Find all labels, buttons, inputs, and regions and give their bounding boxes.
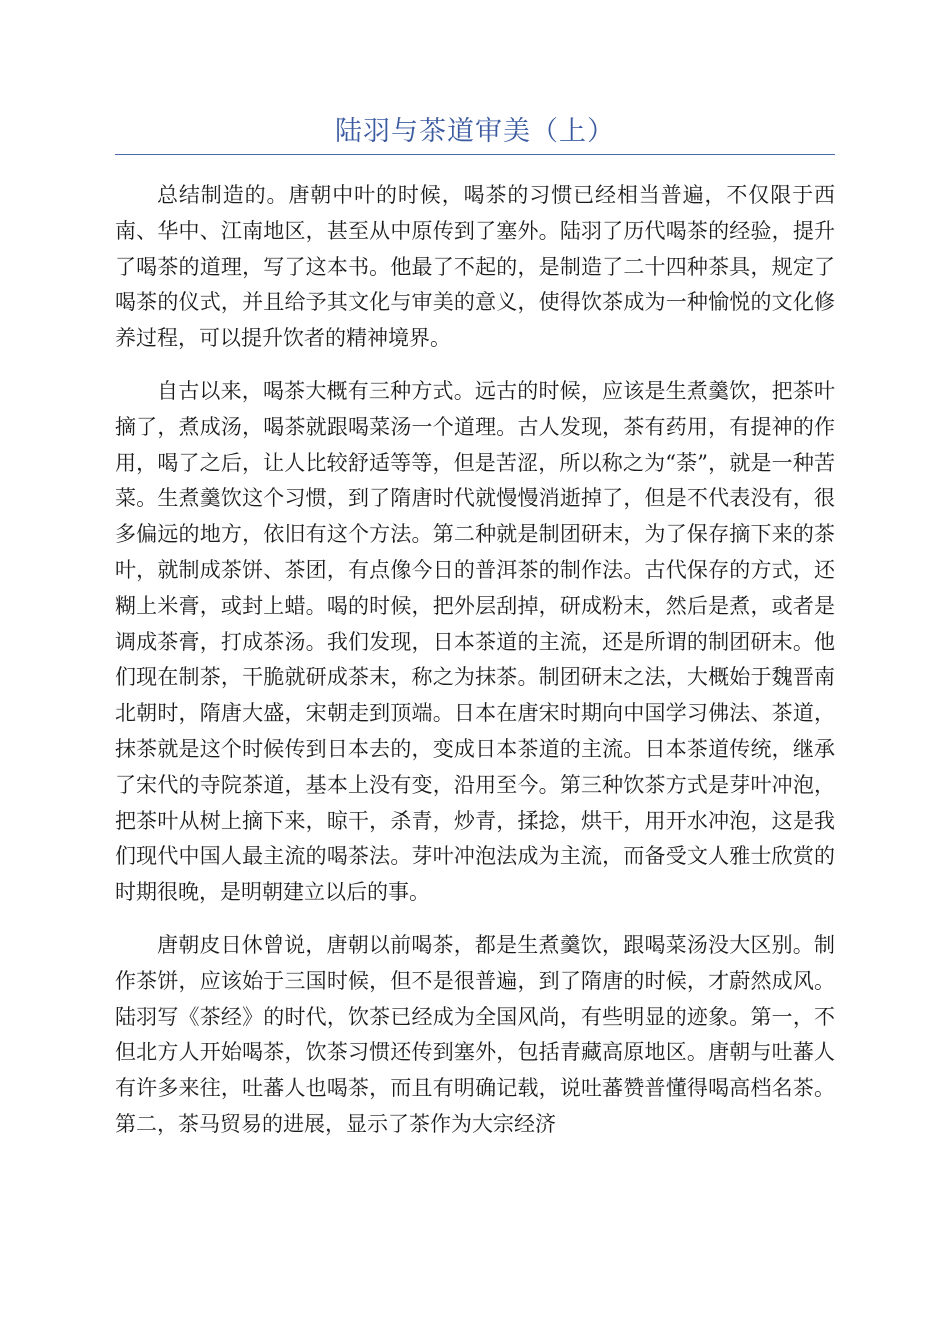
document-title: 陆羽与茶道审美（上） — [335, 116, 615, 147]
paragraph: 总结制造的。唐朝中叶的时候，喝茶的习惯已经相当普遍，不仅限于西南、华中、江南地区，甚至从中原传到了塞外。陆羽了历代喝茶的经验，提升了喝茶的道理，写了这本书。他最了不起的，是制造了二十四种茶具，规定了喝茶的仪式，并且给予其文化与审美的意义，使得饮茶成为一种愉悦的文化修养过程，可以提升饮者的精神境界。 — [115, 183, 835, 351]
document-body — [115, 178, 835, 1160]
paragraph: 自古以来，喝茶大概有三种方式。远古的时候，应该是生煮羹饮，把茶叶摘了，煮成汤，喝茶就跟喝菜汤一个道理。古人发现，茶有药用，有提神的作用，喝了之后，让人比较舒适等等，但是苦涩，所以称之为“荼”，就是一种苦菜。生煮羹饮这个习惯，到了隋唐时代就慢慢消逝掉了，但是不代表没有，很多偏远的地方，依旧有这个方法。第二种就是制团研末，为了保存摘下来的茶叶，就制成茶饼、茶团，有点像今日的普洱茶的制作法。古代保存的方式，还糊上米膏，或封上蜡。喝的时候，把外层刮掉，研成粉末，然后是煮，或者是调成茶膏，打成茶汤。我们发现，日本茶道的主流，还是所谓的制团研末。他们现在制茶，干脆就研成茶末，称之为抹茶。制团研末之法，大概始于魏晋南北朝时，隋唐大盛，宋朝走到顶端。日本在唐宋时期向中国学习佛法、茶道，抹茶就是这个时候传到日本去的，变成日本茶道的主流。日本茶道传统，继承了宋代的寺院茶道，基本上没有变，沿用至今。第三种饮茶方式是芽叶冲泡，把茶叶从树上摘下来，晾干，杀青，炒青，揉捻，烘干，用开水冲泡，这是我们现代中国人最主流的喝茶法。芽叶冲泡法成为主流，而备受文人雅士欣赏的时期很晚，是明朝建立以后的事。 — [115, 378, 835, 905]
paragraph: 唐朝皮日休曾说，唐朝以前喝茶，都是生煮羹饮，跟喝菜汤没大区别。制作茶饼，应该始于三国时候，但不是很普遍，到了隋唐的时候，才蔚然成风。陆羽写《茶经》的时代，饮茶已经成为全国风尚，有些明显的迹象。第一，不但北方人开始喝茶，饮茶习惯还传到塞外，包括青藏高原地区。唐朝与吐蕃人有许多来往，吐蕃人也喝茶，而且有明确记载，说吐蕃赞普懂得喝高档名茶。第二，茶马贸易的进展，显示了茶作为大宗经济 — [115, 932, 835, 1136]
title-underline — [115, 154, 835, 155]
